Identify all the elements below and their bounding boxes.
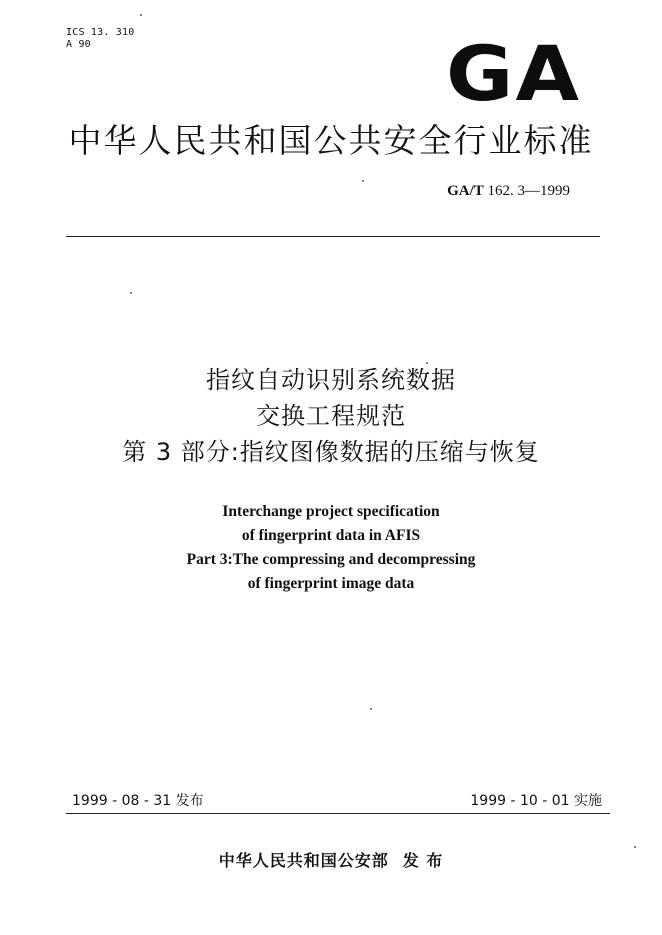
header-divider [66, 236, 600, 237]
chinese-title-line-3: 第 3 部分:指纹图像数据的压缩与恢复 [122, 438, 540, 466]
footer-divider [66, 813, 610, 814]
chinese-title [0, 362, 662, 470]
scan-speck [634, 846, 636, 848]
scan-speck [370, 708, 372, 710]
standard-number-prefix: GA/T [447, 183, 484, 199]
category-code: A 90 [66, 39, 91, 50]
english-title-line-4: of fingerprint image data [247, 575, 415, 592]
english-title-line-2: of fingerprint data in AFIS [241, 527, 421, 544]
classification-codes [66, 27, 134, 51]
scan-speck [362, 180, 364, 182]
scan-speck [426, 362, 428, 364]
publisher-action: 发 布 [402, 851, 444, 870]
issue-date: 1999 - 08 - 31 发布 [72, 793, 204, 809]
english-title [0, 500, 662, 596]
ga-logo: GA [446, 29, 582, 118]
standard-title: 中华人民共和国公共安全行业标准 [68, 121, 594, 160]
scan-speck [140, 14, 142, 16]
scan-speck [130, 292, 132, 294]
standard-number [447, 183, 570, 200]
chinese-title-line-1: 指纹自动识别系统数据 [206, 366, 456, 394]
publisher-line [0, 848, 662, 871]
effective-date: 1999 - 10 - 01 实施 [470, 793, 602, 809]
ics-code: ICS 13. 310 [66, 27, 135, 38]
standard-number-value: 162. 3—1999 [487, 183, 570, 199]
english-title-line-1: Interchange project specification [222, 503, 440, 520]
publisher-name: 中华人民共和国公安部 [218, 851, 389, 870]
chinese-title-line-2: 交换工程规范 [256, 402, 406, 430]
english-title-line-3: Part 3:The compressing and decompressing [186, 551, 476, 568]
